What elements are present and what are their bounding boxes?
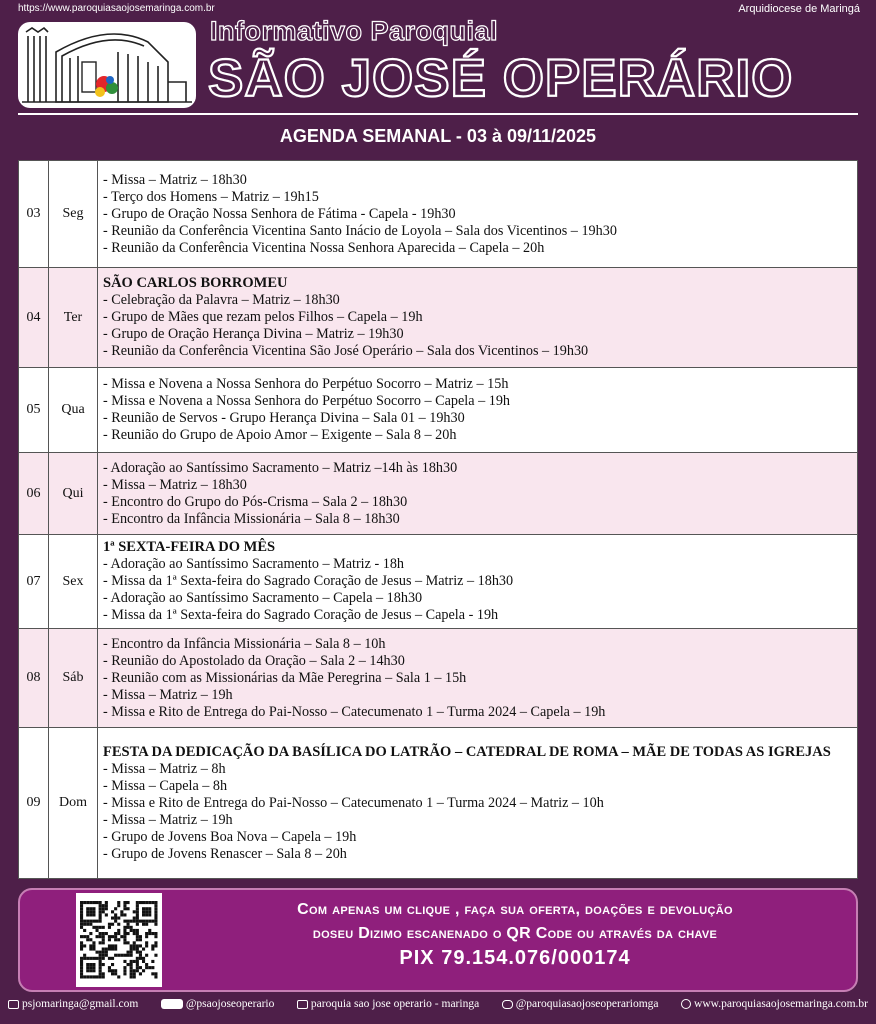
- events-cell: [98, 368, 858, 453]
- event-item: - Reunião do Apostolado da Oração – Sala 2 – 14h30: [103, 652, 405, 669]
- pix-text-line2: doseu Dizimo escanenado o QR Code ou através da chave: [312, 925, 718, 942]
- agenda-row: [19, 629, 858, 728]
- event-item: - Grupo de Jovens Renascer – Sala 8 – 20h: [103, 845, 347, 862]
- event-item: - Missa – Capela – 8h: [103, 777, 228, 794]
- day-number: 09: [19, 728, 49, 879]
- event-item: - Missa – Matriz – 18h30: [103, 476, 247, 493]
- facebook-icon: [297, 1000, 308, 1009]
- day-number: 05: [19, 368, 49, 453]
- event-item: - Missa da 1ª Sexta-feira do Sagrado Coração de Jesus – Matriz – 18h30: [103, 573, 514, 589]
- day-heading: 1ª SEXTA-FEIRA DO MÊS: [103, 539, 276, 555]
- footer-instagram[interactable]: @paroquiasaojoseoperariomga: [515, 998, 659, 1010]
- day-number: 08: [19, 629, 49, 728]
- church-logo: [18, 22, 196, 108]
- day-number: 06: [19, 453, 49, 535]
- weekday: Qua: [49, 368, 98, 453]
- email-icon: [8, 1000, 19, 1009]
- day-heading: SÃO CARLOS BORROMEU: [103, 275, 288, 291]
- page-title: SÃO JOSÉ OPERÁRIO: [208, 49, 794, 108]
- globe-icon: [681, 999, 691, 1009]
- agenda-row: [19, 161, 858, 268]
- event-item: - Reunião com as Missionárias da Mãe Peregrina – Sala 1 – 15h: [103, 669, 467, 686]
- event-item: - Adoração ao Santíssimo Sacramento – Matriz –14h às 18h30: [103, 459, 458, 476]
- event-item: - Reunião da Conferência Vicentina Santo Inácio de Loyola – Sala dos Vicentinos – 19h30: [103, 222, 617, 239]
- top-url[interactable]: https://www.paroquiasaojosemaringa.com.br: [18, 3, 215, 14]
- event-item: - Missa – Matriz – 19h: [103, 686, 233, 703]
- weekday: Ter: [49, 268, 98, 368]
- pix-text-line1: Com apenas um clique , faça sua oferta, doações e devolução: [297, 901, 733, 918]
- day-heading: FESTA DA DEDICAÇÃO DA BASÍLICA DO LATRÃO – CATEDRAL DE ROMA – MÃE DE TODAS AS IGREJAS: [103, 743, 831, 760]
- events-cell: [98, 629, 858, 728]
- youtube-icon: [161, 999, 183, 1009]
- agenda-table: [18, 160, 858, 879]
- event-item: - Encontro da Infância Missionária – Sala 8 – 18h30: [103, 510, 400, 527]
- event-item: - Missa – Matriz – 8h: [103, 760, 226, 777]
- events-cell: [98, 728, 858, 879]
- events-cell: [98, 453, 858, 535]
- agenda-row: [19, 368, 858, 453]
- events-cell: [98, 268, 858, 368]
- weekday: Qui: [49, 453, 98, 535]
- subtitle: Informativo Paroquial: [210, 16, 499, 46]
- event-item: - Encontro do Grupo do Pós-Crisma – Sala 2 – 18h30: [103, 493, 408, 510]
- archdiocese-label: Arquidiocese de Maringá: [738, 3, 860, 15]
- footer: [8, 998, 868, 1010]
- agenda-row: [19, 535, 858, 629]
- event-item: - Missa e Novena a Nossa Senhora do Perpétuo Socorro – Matriz – 15h: [103, 376, 509, 392]
- footer-youtube[interactable]: @psaojoseoperario: [185, 998, 275, 1010]
- event-item: - Reunião da Conferência Vicentina São José Operário – Sala dos Vicentinos – 19h30: [103, 343, 589, 359]
- event-item: - Missa – Matriz – 18h30: [103, 171, 247, 188]
- agenda-row: [19, 728, 858, 879]
- header-divider: [18, 113, 858, 115]
- weekday: Sáb: [49, 629, 98, 728]
- agenda-row: [19, 268, 858, 368]
- event-item: - Encontro da Infância Missionária – Sala 8 – 10h: [103, 635, 386, 652]
- day-number: 07: [19, 535, 49, 629]
- weekday: Dom: [49, 728, 98, 879]
- event-item: - Reunião do Grupo de Apoio Amor – Exigente – Sala 8 – 20h: [103, 427, 457, 443]
- instagram-icon: [502, 1000, 513, 1009]
- event-item: - Adoração ao Santíssimo Sacramento – Capela – 18h30: [103, 590, 423, 606]
- events-cell: [98, 535, 858, 629]
- event-item: - Missa – Matriz – 19h: [103, 811, 233, 828]
- qr-code[interactable]: [76, 893, 162, 987]
- event-item: - Grupo de Mães que rezam pelos Filhos – Capela – 19h: [103, 309, 423, 325]
- event-item: - Celebração da Palavra – Matriz – 18h30: [103, 292, 340, 308]
- event-item: - Missa e Rito de Entrega do Pai-Nosso – Catecumenato 1 – Turma 2024 – Matriz – 10h: [103, 794, 604, 811]
- event-item: - Grupo de Oração Herança Divina – Matriz – 19h30: [103, 326, 404, 342]
- agenda-row: [19, 453, 858, 535]
- weekday: Seg: [49, 161, 98, 268]
- event-item: - Adoração ao Santíssimo Sacramento – Matriz - 18h: [103, 556, 405, 572]
- pix-key: PIX 79.154.076/000174: [399, 947, 631, 969]
- footer-email[interactable]: psjomaringa@gmail.com: [22, 998, 139, 1010]
- agenda-title: AGENDA SEMANAL - 03 à 09/11/2025: [279, 126, 597, 146]
- footer-website[interactable]: www.paroquiasaojosemaringa.com.br: [694, 998, 868, 1010]
- events-cell: [98, 161, 858, 268]
- event-item: - Grupo de Jovens Boa Nova – Capela – 19h: [103, 828, 357, 845]
- event-item: - Missa e Novena a Nossa Senhora do Perpétuo Socorro – Capela – 19h: [103, 393, 511, 409]
- event-item: - Reunião de Servos - Grupo Herança Divina – Sala 01 – 19h30: [103, 410, 465, 426]
- day-number: 03: [19, 161, 49, 268]
- day-number: 04: [19, 268, 49, 368]
- weekday: Sex: [49, 535, 98, 629]
- event-item: - Missa e Rito de Entrega do Pai-Nosso – Catecumenato 1 – Turma 2024 – Capela – 19h: [103, 703, 606, 720]
- event-item: - Terço dos Homens – Matriz – 19h15: [103, 188, 319, 205]
- event-item: - Missa da 1ª Sexta-feira do Sagrado Coração de Jesus – Capela - 19h: [103, 607, 499, 623]
- pix-banner: [18, 888, 858, 992]
- event-item: - Grupo de Oração Nossa Senhora de Fátima - Capela - 19h30: [103, 205, 456, 222]
- event-item: - Reunião da Conferência Vicentina Nossa Senhora Aparecida – Capela – 20h: [103, 239, 545, 256]
- footer-facebook[interactable]: paroquia sao jose operario - maringa: [310, 998, 480, 1010]
